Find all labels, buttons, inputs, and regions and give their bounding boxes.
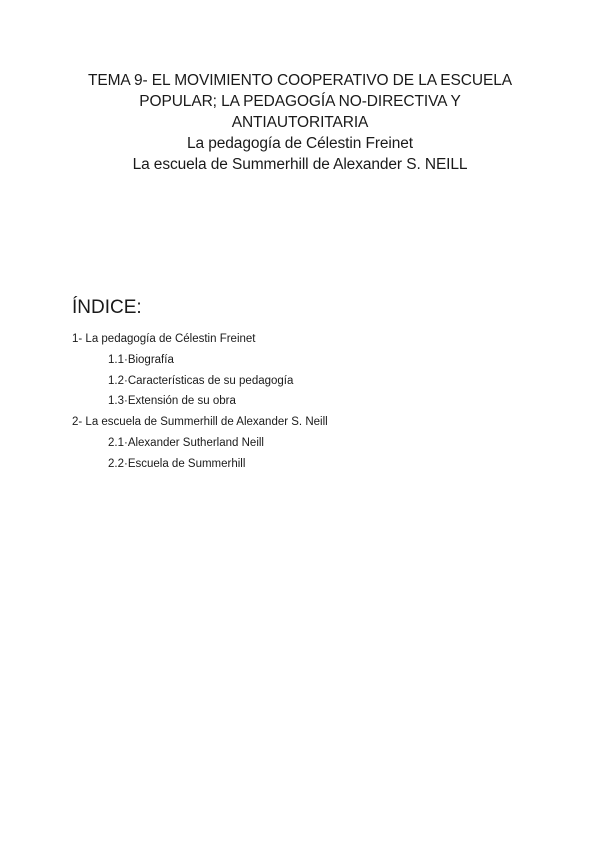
toc-item-2-1: 2.1·Alexander Sutherland Neill [108,436,264,449]
title-line-1: TEMA 9- EL MOVIMIENTO COOPERATIVO DE LA ESCUELA [88,72,512,89]
title-line-3: ANTIAUTORITARIA [231,114,369,131]
toc-item-1-1: 1.1·Biografía [108,353,174,366]
toc-item-1-3: 1.3·Extensión de su obra [108,395,236,408]
toc-item-section-2: 2- La escuela de Summerhill de Alexander S. Neill [72,416,328,429]
subtitle-freinet: La pedagogía de Célestin Freinet [186,135,413,152]
subtitle-summerhill: La escuela de Summerhill de Alexander S. NEILL [132,156,468,173]
title-line-2: POPULAR; LA PEDAGOGÍA NO-DIRECTIVA Y [139,93,461,110]
document-title [60,70,540,175]
toc-item-2-2: 2.2·Escuela de Summerhill [108,457,246,470]
toc-item-1-2: 1.2·Características de su pedagogía [108,374,294,387]
index-heading: ÍNDICE: [72,297,142,318]
table-of-contents [72,329,328,475]
toc-item-section-1: 1- La pedagogía de Célestin Freinet [72,333,256,345]
